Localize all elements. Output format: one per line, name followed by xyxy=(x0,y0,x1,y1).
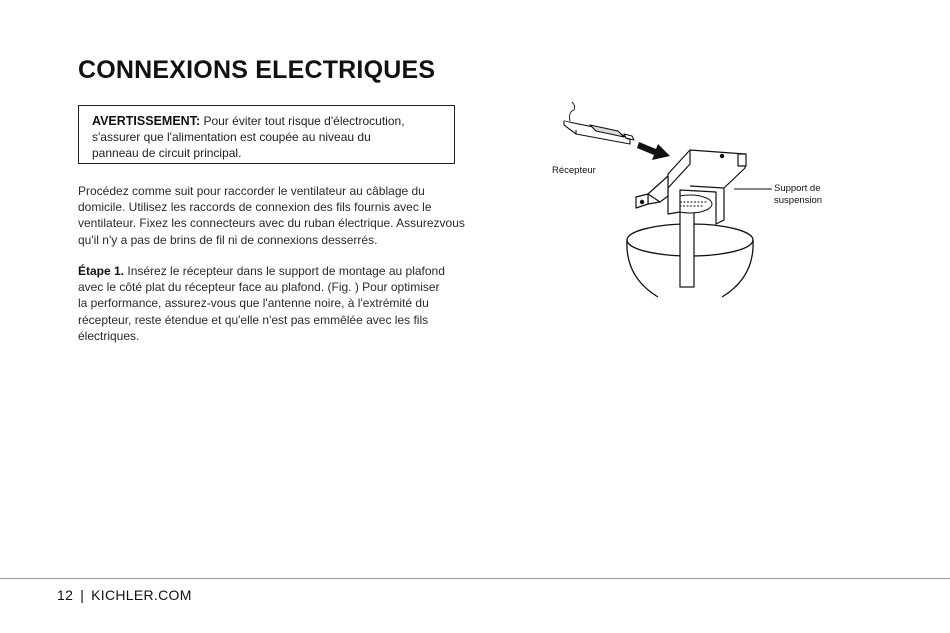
warning-line-2: s'assurer que l'alimentation est coupée au niveau du xyxy=(92,130,371,144)
page-title: CONNEXIONS ELECTRIQUES xyxy=(78,56,436,84)
warning-box xyxy=(78,105,455,164)
footer-website: KICHLER.COM xyxy=(91,587,192,603)
step-line-5: électriques. xyxy=(78,328,140,343)
page-footer xyxy=(57,587,192,603)
step-line-1: Insérez le récepteur dans le support de montage au plafond xyxy=(124,264,445,278)
step-line-4: récepteur, reste étendue et qu'elle n'est pas emmêlée avec les fils xyxy=(78,312,429,327)
step-line-3: la performance, assurez-vous que l'antenne noire, à l'extrémité du xyxy=(78,296,429,311)
warning-line-1: Pour éviter tout risque d'électrocution, xyxy=(200,114,405,128)
footer-divider xyxy=(0,578,950,579)
warning-lead: AVERTISSEMENT: xyxy=(92,114,201,128)
step-1-label: Étape 1. xyxy=(78,264,125,278)
footer-separator: | xyxy=(80,587,85,603)
bracket-label-line-2: suspension xyxy=(774,195,823,206)
bracket-label-line-1: Support de xyxy=(774,183,821,194)
receiver-installation-diagram xyxy=(540,92,840,307)
page-number: 12 xyxy=(57,587,74,603)
step-1-paragraph xyxy=(78,263,498,344)
receiver-label: Récepteur xyxy=(552,165,596,176)
receiver-illustration xyxy=(564,102,634,144)
intro-line-1: Procédez comme suit pour raccorder le ventilateur au câblage du xyxy=(78,184,425,198)
intro-line-2: domicile. Utilisez les raccords de connexion des fils fournis avec le xyxy=(78,200,432,215)
step-line-2: avec le côté plat du récepteur face au plafond. (Fig. ) Pour optimiser xyxy=(78,280,440,295)
intro-line-4: qu'il n'y a pas de brins de fil ni de connexions desserrés. xyxy=(78,232,378,247)
insertion-arrow xyxy=(637,142,670,160)
warning-line-3: panneau de circuit principal. xyxy=(92,146,242,160)
wiring-intro-paragraph xyxy=(78,183,498,248)
intro-line-3: ventilateur. Fixez les connecteurs avec du ruban électrique. Assurezvous xyxy=(78,216,465,231)
